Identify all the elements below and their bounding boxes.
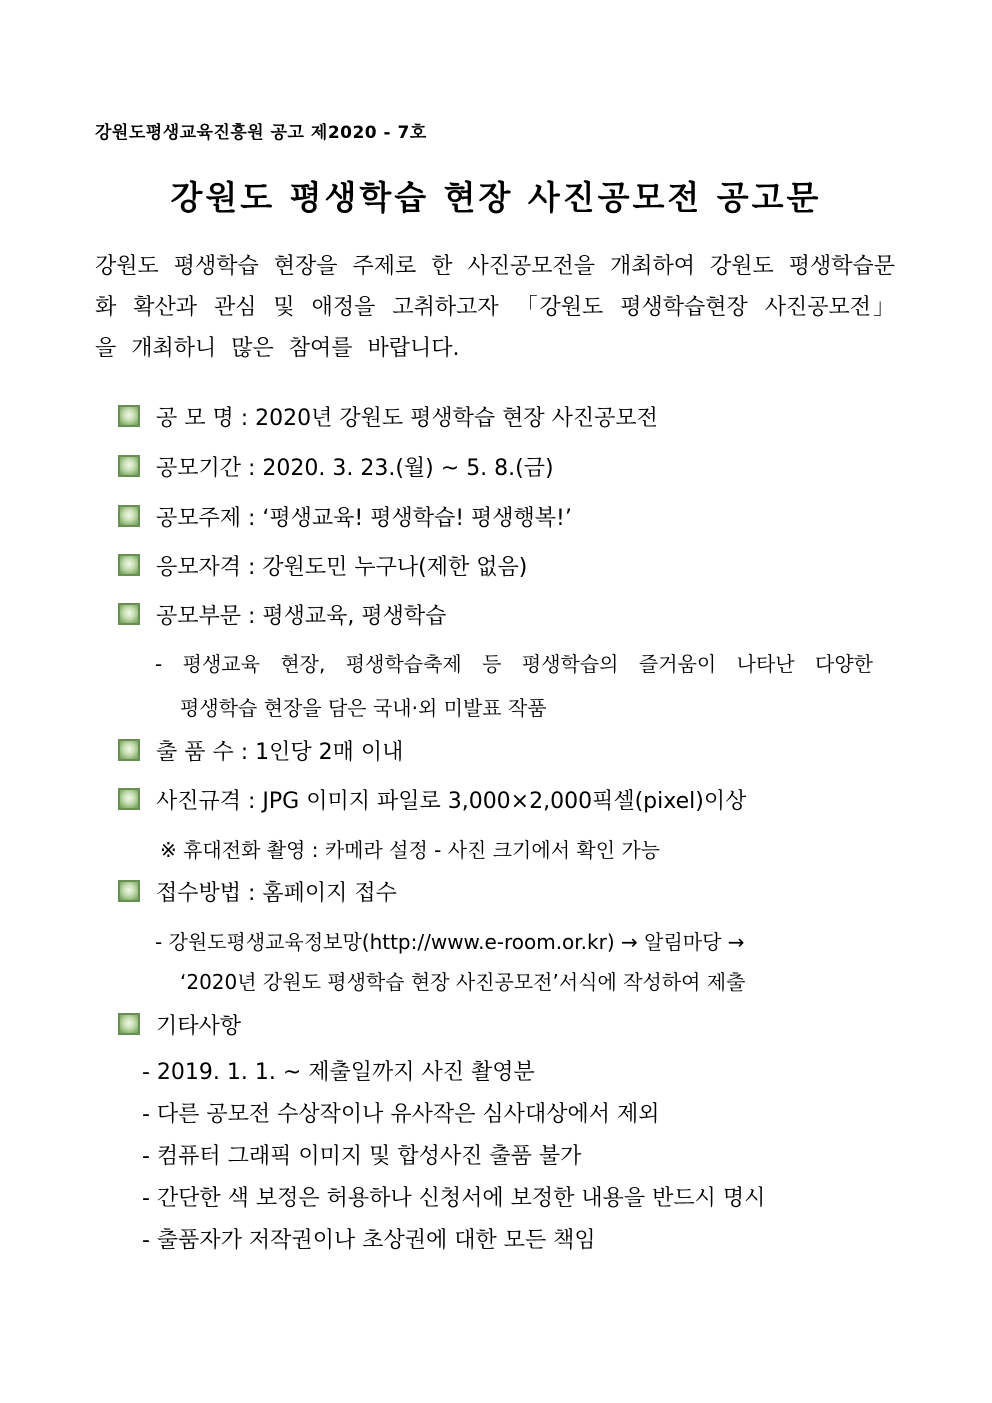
item-label: 공모주제 : ‘평생교육! 평생학습! 평생행복!’ [156,505,572,531]
list-item [118,1006,241,1042]
list-item [118,781,746,817]
green-square-bullet-icon [118,405,140,427]
misc-item: - 2019. 1. 1. ~ 제출일까지 사진 촬영분 [142,1060,535,1085]
item-label: 공모부문 : 평생교육, 평생학습 [156,603,447,629]
spec-note: ※ 휴대전화 촬영 : 카메라 설정 - 사진 크기에서 확인 가능 [160,838,661,862]
intro-paragraph: 강원도 평생학습 현장을 주제로 한 사진공모전을 개최하여 강원도 평생학습문화 확산과 관심 및 애정을 고취하고자 「강원도 평생학습현장 사진공모전」을 개최하니 많은 참여를 바랍니다. [95,254,896,361]
list-item [118,596,446,632]
green-square-bullet-icon [118,739,140,761]
item-label: 기타사항 [156,1013,242,1039]
list-item [118,448,554,484]
misc-item: - 다른 공모전 수상작이나 유사작은 심사대상에서 제외 [142,1102,660,1127]
list-item [118,873,397,909]
list-item [118,547,527,583]
item-label: 응모자격 : 강원도민 누구나(제한 없음) [156,554,528,580]
green-square-bullet-icon [118,603,140,625]
category-detail-line: - 평생교육 현장, 평생학습축제 등 평생학습의 즐거움이 나타난 다양한 [155,652,873,676]
item-label: 공모기간 : 2020. 3. 23.(월) ~ 5. 8.(금) [156,455,554,481]
green-square-bullet-icon [118,455,140,477]
green-square-bullet-icon [118,1013,140,1035]
green-square-bullet-icon [118,554,140,576]
submit-detail-line: - 강원도평생교육정보망(http://www.e-room.or.kr) → 알림마당 → [155,930,745,954]
item-label: 사진규격 : JPG 이미지 파일로 3,000×2,000픽셀(pixel)이상 [156,788,747,814]
list-item [118,398,658,434]
list-item [118,498,572,534]
green-square-bullet-icon [118,880,140,902]
misc-item: - 출품자가 저작권이나 초상권에 대한 모든 책임 [142,1228,596,1253]
category-detail-line: 평생학습 현장을 담은 국내·외 미발표 작품 [180,696,547,720]
misc-item: - 간단한 색 보정은 허용하나 신청서에 보정한 내용을 반드시 명시 [142,1186,766,1211]
notice-number: 강원도평생교육진흥원 공고 제2020 - 7호 [95,123,427,143]
green-square-bullet-icon [118,788,140,810]
item-label: 접수방법 : 홈페이지 접수 [156,880,397,906]
green-square-bullet-icon [118,505,140,527]
item-label: 출 품 수 : 1인당 2매 이내 [156,739,404,765]
page-title: 강원도 평생학습 현장 사진공모전 공고문 [170,178,822,217]
item-label: 공 모 명 : 2020년 강원도 평생학습 현장 사진공모전 [156,405,658,431]
list-item [118,732,403,768]
submit-detail-line: ‘2020년 강원도 평생학습 현장 사진공모전’서식에 작성하여 제출 [180,970,746,994]
misc-item: - 컴퓨터 그래픽 이미지 및 합성사진 출품 불가 [142,1144,582,1169]
